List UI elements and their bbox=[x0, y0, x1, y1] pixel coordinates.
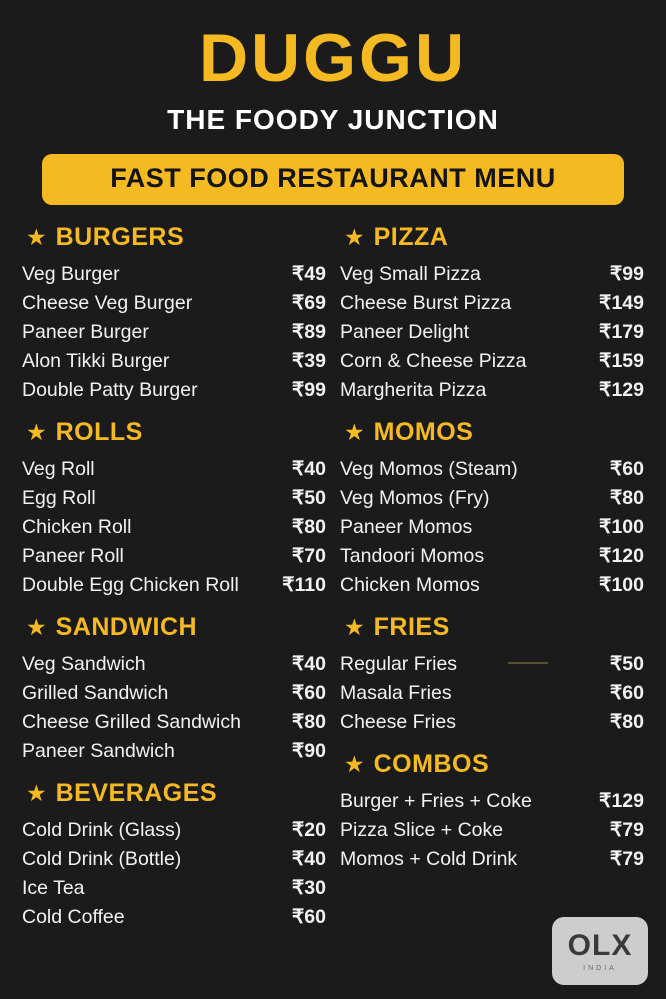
menu-section bbox=[340, 223, 644, 404]
menu-item-row bbox=[340, 844, 644, 873]
section-title: SANDWICH bbox=[55, 613, 198, 641]
section-title: BEVERAGES bbox=[55, 779, 218, 807]
menu-item-name: Alon Tikki Burger bbox=[22, 349, 170, 372]
menu-item-price: ₹79 bbox=[609, 847, 644, 870]
menu-item-name: Corn & Cheese Pizza bbox=[340, 349, 527, 372]
section-header bbox=[340, 613, 644, 642]
menu-item-price: ₹99 bbox=[609, 262, 644, 285]
menu-item-price: ₹50 bbox=[291, 486, 326, 509]
menu-item-row bbox=[22, 902, 326, 931]
menu-item-price: ₹80 bbox=[291, 515, 326, 538]
menu-item-price: ₹39 bbox=[291, 349, 326, 372]
menu-item-row bbox=[22, 541, 326, 570]
menu-item-price: ₹69 bbox=[291, 291, 326, 314]
menu-item-price: ₹40 bbox=[291, 652, 326, 675]
menu-item-row bbox=[340, 707, 644, 736]
menu-columns bbox=[22, 223, 644, 945]
star-icon: ★ bbox=[344, 751, 365, 777]
menu-item-price: ₹49 bbox=[291, 262, 326, 285]
menu-item-row bbox=[340, 483, 644, 512]
menu-item-row bbox=[340, 375, 644, 404]
menu-item-row bbox=[340, 786, 644, 815]
section-header bbox=[22, 223, 326, 252]
menu-item-name: Veg Momos (Fry) bbox=[340, 486, 490, 509]
menu-section bbox=[340, 750, 644, 873]
menu-item-name: Cold Coffee bbox=[22, 905, 125, 928]
menu-item-row bbox=[22, 483, 326, 512]
menu-item-row bbox=[22, 346, 326, 375]
menu-item-price: ₹110 bbox=[282, 573, 326, 596]
menu-item-row bbox=[340, 512, 644, 541]
menu-item-price: ₹80 bbox=[609, 710, 644, 733]
menu-item-name: Paneer Burger bbox=[22, 320, 149, 343]
menu-item-row bbox=[22, 815, 326, 844]
menu-item-name: Cheese Burst Pizza bbox=[340, 291, 512, 314]
section-header bbox=[340, 223, 644, 252]
menu-item-row bbox=[22, 678, 326, 707]
menu-column-right bbox=[340, 223, 644, 945]
menu-item-name: Cheese Veg Burger bbox=[22, 291, 193, 314]
star-icon: ★ bbox=[26, 419, 47, 445]
menu-item-price: ₹60 bbox=[291, 905, 326, 928]
menu-item-name: Veg Sandwich bbox=[22, 652, 146, 675]
star-icon: ★ bbox=[344, 419, 365, 445]
menu-item-row bbox=[22, 873, 326, 902]
menu-item-name: Masala Fries bbox=[340, 681, 452, 704]
watermark-label: OLX bbox=[567, 928, 633, 962]
menu-item-price: ₹149 bbox=[599, 291, 644, 314]
menu-item-price: ₹100 bbox=[599, 515, 644, 538]
star-icon: ★ bbox=[26, 224, 47, 250]
section-title: PIZZA bbox=[373, 223, 449, 251]
menu-item-row bbox=[340, 815, 644, 844]
menu-item-name: Veg Roll bbox=[22, 457, 95, 480]
menu-item-name: Veg Momos (Steam) bbox=[340, 457, 518, 480]
menu-item-name: Tandoori Momos bbox=[340, 544, 485, 567]
star-icon: ★ bbox=[344, 224, 365, 250]
watermark-sublabel: INDIA bbox=[583, 964, 617, 972]
star-icon: ★ bbox=[26, 780, 47, 806]
menu-item-row bbox=[22, 736, 326, 765]
menu-item-price: ₹100 bbox=[599, 573, 644, 596]
restaurant-tagline: THE FOODY JUNCTION bbox=[167, 104, 499, 135]
menu-item-row bbox=[22, 317, 326, 346]
menu-item-name: Chicken Roll bbox=[22, 515, 132, 538]
olx-watermark bbox=[552, 917, 648, 985]
menu-item-price: ₹40 bbox=[291, 847, 326, 870]
menu-item-row bbox=[22, 259, 326, 288]
menu-item-price: ₹60 bbox=[291, 681, 326, 704]
menu-section bbox=[22, 613, 326, 765]
menu-item-row bbox=[22, 707, 326, 736]
menu-item-name: Chicken Momos bbox=[340, 573, 480, 596]
menu-item-row bbox=[340, 317, 644, 346]
menu-item-name: Margherita Pizza bbox=[340, 378, 487, 401]
menu-item-price: ₹129 bbox=[599, 789, 644, 812]
menu-item-name: Grilled Sandwich bbox=[22, 681, 169, 704]
section-header bbox=[22, 613, 326, 642]
menu-item-row bbox=[340, 649, 644, 678]
menu-item-row bbox=[340, 454, 644, 483]
print-artifact-line bbox=[508, 662, 548, 664]
section-title: MOMOS bbox=[373, 418, 474, 446]
menu-item-row bbox=[340, 288, 644, 317]
menu-item-price: ₹79 bbox=[609, 818, 644, 841]
menu-item-name: Burger + Fries + Coke bbox=[340, 789, 532, 812]
menu-item-price: ₹40 bbox=[291, 457, 326, 480]
menu-item-name: Double Patty Burger bbox=[22, 378, 198, 401]
menu-item-name: Regular Fries bbox=[340, 652, 458, 675]
menu-section bbox=[340, 613, 644, 736]
menu-item-price: ₹80 bbox=[609, 486, 644, 509]
section-title: COMBOS bbox=[373, 750, 490, 778]
menu-item-row bbox=[340, 678, 644, 707]
section-title: FRIES bbox=[373, 613, 450, 641]
menu-item-price: ₹30 bbox=[291, 876, 326, 899]
menu-section bbox=[22, 223, 326, 404]
menu-item-name: Pizza Slice + Coke bbox=[340, 818, 504, 841]
menu-item-name: Ice Tea bbox=[22, 876, 85, 899]
menu-item-price: ₹80 bbox=[291, 710, 326, 733]
restaurant-name: DUGGU bbox=[198, 20, 468, 96]
menu-item-name: Cheese Grilled Sandwich bbox=[22, 710, 241, 733]
menu-section bbox=[22, 779, 326, 931]
menu-item-row bbox=[22, 844, 326, 873]
menu-item-row bbox=[22, 288, 326, 317]
menu-item-row bbox=[340, 541, 644, 570]
menu-item-name: Cheese Fries bbox=[340, 710, 456, 733]
menu-column-left bbox=[22, 223, 326, 945]
menu-item-price: ₹60 bbox=[609, 457, 644, 480]
menu-item-row bbox=[340, 259, 644, 288]
menu-item-row bbox=[340, 570, 644, 599]
menu-item-row bbox=[22, 570, 326, 599]
section-title: BURGERS bbox=[55, 223, 185, 251]
star-icon: ★ bbox=[344, 614, 365, 640]
menu-item-name: Cold Drink (Bottle) bbox=[22, 847, 182, 870]
menu-item-name: Egg Roll bbox=[22, 486, 96, 509]
menu-item-price: ₹179 bbox=[599, 320, 644, 343]
star-icon: ★ bbox=[26, 614, 47, 640]
menu-item-price: ₹70 bbox=[291, 544, 326, 567]
section-header bbox=[22, 779, 326, 808]
menu-item-price: ₹89 bbox=[291, 320, 326, 343]
menu-item-price: ₹99 bbox=[291, 378, 326, 401]
menu-item-price: ₹50 bbox=[609, 652, 644, 675]
menu-item-price: ₹129 bbox=[599, 378, 644, 401]
section-title: ROLLS bbox=[55, 418, 143, 446]
menu-item-name: Paneer Delight bbox=[340, 320, 469, 343]
bottom-edge bbox=[0, 993, 666, 999]
menu-item-name: Paneer Roll bbox=[22, 544, 124, 567]
menu-item-row bbox=[22, 375, 326, 404]
section-header bbox=[340, 750, 644, 779]
menu-item-price: ₹20 bbox=[291, 818, 326, 841]
menu-section bbox=[340, 418, 644, 599]
menu-item-name: Veg Burger bbox=[22, 262, 120, 285]
menu-item-row bbox=[340, 346, 644, 375]
menu-item-name: Cold Drink (Glass) bbox=[22, 818, 182, 841]
menu-section bbox=[22, 418, 326, 599]
section-header bbox=[22, 418, 326, 447]
menu-item-name: Momos + Cold Drink bbox=[340, 847, 518, 870]
menu-item-price: ₹60 bbox=[609, 681, 644, 704]
menu-item-price: ₹120 bbox=[599, 544, 644, 567]
menu-item-name: Veg Small Pizza bbox=[340, 262, 481, 285]
menu-item-price: ₹90 bbox=[291, 739, 326, 762]
section-header bbox=[340, 418, 644, 447]
menu-item-name: Double Egg Chicken Roll bbox=[22, 573, 239, 596]
menu-item-name: Paneer Sandwich bbox=[22, 739, 175, 762]
menu-item-row bbox=[22, 512, 326, 541]
menu-banner: FAST FOOD RESTAURANT MENU bbox=[42, 154, 624, 205]
menu-item-row bbox=[22, 454, 326, 483]
menu-item-name: Paneer Momos bbox=[340, 515, 473, 538]
menu-item-row bbox=[22, 649, 326, 678]
menu-item-price: ₹159 bbox=[599, 349, 644, 372]
